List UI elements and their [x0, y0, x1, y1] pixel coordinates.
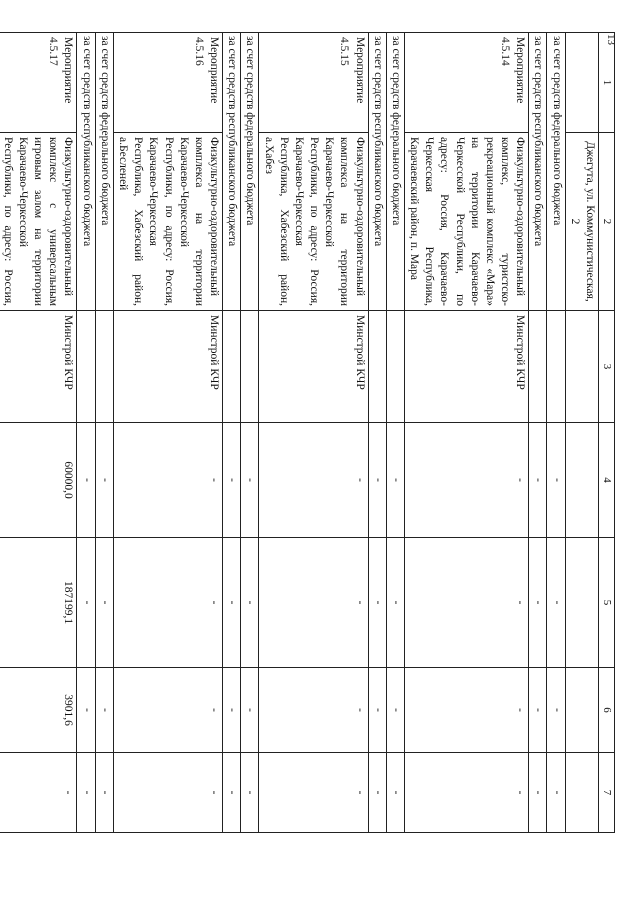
value-cell: 3901,6 — [0, 668, 77, 753]
header-cell: 7 — [599, 753, 615, 833]
executor-cell — [77, 311, 95, 423]
measure-code: Мероприятие 4.5.16 — [113, 33, 222, 133]
value-cell: - — [77, 668, 95, 753]
measure-description: Физкультурно-оздоровительный комплекса на территории Карачаево-Черкесской Республики, по адресу: Россия, Карачаево-Черкесская Республика, Хабезский район, а.Бесленей — [113, 133, 222, 311]
budget-table — [0, 32, 615, 833]
header-cell: 3 — [599, 311, 615, 423]
header-cell: 4 — [599, 423, 615, 538]
value-cell: - — [547, 668, 565, 753]
page-number: 13 — [605, 34, 617, 45]
measure-description: Физкультурно-оздоровительный комплекс с универсальным игровым залом на территории Карачаево-Черкесской Республики, по адресу: Россия, — [0, 133, 77, 311]
measure-description: Физкультурно-оздоровительный комплекс, туристско-рекреационный комплекс «Мара» на территории Карачаево-Черкесской Республики, по адресу: Россия, Карачаево-Черкесская Республика, Карачаевский район, п. Мара — [404, 133, 528, 311]
header-cell: 6 — [599, 668, 615, 753]
funding-source-label: за счет средств федерального бюджета — [547, 33, 565, 311]
value-cell: - — [95, 423, 113, 538]
value-cell: - — [95, 753, 113, 833]
empty-cell — [565, 423, 598, 538]
funding-row — [223, 33, 241, 833]
value-cell: 60000,0 — [0, 423, 77, 538]
value-cell: - — [368, 423, 386, 538]
funding-row — [95, 33, 113, 833]
executor-name: Минстрой КЧР — [113, 311, 222, 423]
value-cell: - — [113, 753, 222, 833]
value-cell: - — [547, 753, 565, 833]
value-cell: - — [241, 423, 259, 538]
executor-name: Минстрой КЧР — [259, 311, 368, 423]
funding-source-label: за счет средств республиканского бюджета — [368, 33, 386, 311]
value-cell: - — [404, 423, 528, 538]
value-cell: - — [113, 423, 222, 538]
funding-row — [241, 33, 259, 833]
continuation-text: Джегута, ул. Коммунистическая, 2 — [565, 133, 598, 311]
rotated-table-wrapper — [1, 32, 615, 832]
funding-source-label: за счет средств республиканского бюджета — [77, 33, 95, 311]
value-cell: - — [0, 753, 77, 833]
measure-code: Мероприятие 4.5.17 — [0, 33, 77, 133]
value-cell: - — [241, 538, 259, 668]
value-cell: - — [368, 753, 386, 833]
value-cell: - — [241, 753, 259, 833]
header-cell: 5 — [599, 538, 615, 668]
value-cell: - — [223, 753, 241, 833]
value-cell: - — [223, 423, 241, 538]
executor-cell — [95, 311, 113, 423]
value-cell: 187199,1 — [0, 538, 77, 668]
header-row — [599, 33, 615, 833]
empty-cell — [565, 753, 598, 833]
executor-name: Минстрой КЧР — [404, 311, 528, 423]
measure-row — [259, 33, 368, 833]
value-cell: - — [95, 668, 113, 753]
empty-cell — [565, 538, 598, 668]
value-cell: - — [368, 538, 386, 668]
value-cell: - — [368, 668, 386, 753]
header-cell: 2 — [599, 133, 615, 311]
value-cell: - — [404, 538, 528, 668]
value-cell: - — [404, 668, 528, 753]
funding-source-label: за счет средств федерального бюджета — [386, 33, 404, 311]
value-cell: - — [223, 538, 241, 668]
funding-row — [529, 33, 547, 833]
measure-row — [404, 33, 528, 833]
value-cell: - — [529, 423, 547, 538]
value-cell: - — [113, 538, 222, 668]
empty-cell — [565, 668, 598, 753]
value-cell: - — [77, 538, 95, 668]
empty-cell — [565, 33, 598, 133]
value-cell: - — [529, 753, 547, 833]
value-cell: - — [241, 668, 259, 753]
header-cell: 1 — [599, 33, 615, 133]
funding-row — [77, 33, 95, 833]
value-cell: - — [404, 753, 528, 833]
table-body — [0, 33, 615, 833]
executor-cell — [241, 311, 259, 423]
funding-source-label: за счет средств республиканского бюджета — [529, 33, 547, 311]
measure-row — [113, 33, 222, 833]
value-cell: - — [386, 668, 404, 753]
executor-cell — [547, 311, 565, 423]
measure-code: Мероприятие 4.5.14 — [404, 33, 528, 133]
value-cell: - — [386, 538, 404, 668]
value-cell: - — [113, 668, 222, 753]
value-cell: - — [547, 538, 565, 668]
value-cell: - — [529, 538, 547, 668]
funding-source-label: за счет средств республиканского бюджета — [223, 33, 241, 311]
value-cell: - — [223, 668, 241, 753]
value-cell: - — [77, 753, 95, 833]
value-cell: - — [95, 538, 113, 668]
value-cell: - — [259, 668, 368, 753]
funding-row — [368, 33, 386, 833]
value-cell: - — [259, 538, 368, 668]
value-cell: - — [547, 423, 565, 538]
executor-cell — [386, 311, 404, 423]
value-cell: - — [259, 423, 368, 538]
empty-cell — [565, 311, 598, 423]
executor-cell — [223, 311, 241, 423]
executor-cell — [529, 311, 547, 423]
value-cell: - — [77, 423, 95, 538]
measure-description: Физкультурно-оздоровительный комплекса на территории Карачаево-Черкесской Республики, по адресу: Россия, Карачаево-Черкесская Республика, Хабезский район, а.Хабез — [259, 133, 368, 311]
measure-row — [0, 33, 77, 833]
value-cell: - — [386, 423, 404, 538]
executor-cell — [368, 311, 386, 423]
value-cell: - — [529, 668, 547, 753]
executor-name: Минстрой КЧР — [0, 311, 77, 423]
continuation-row — [565, 33, 598, 833]
value-cell: - — [259, 753, 368, 833]
funding-row — [386, 33, 404, 833]
value-cell: - — [386, 753, 404, 833]
measure-code: Мероприятие 4.5.15 — [259, 33, 368, 133]
funding-source-label: за счет средств федерального бюджета — [241, 33, 259, 311]
funding-source-label: за счет средств федерального бюджета — [95, 33, 113, 311]
funding-row — [547, 33, 565, 833]
